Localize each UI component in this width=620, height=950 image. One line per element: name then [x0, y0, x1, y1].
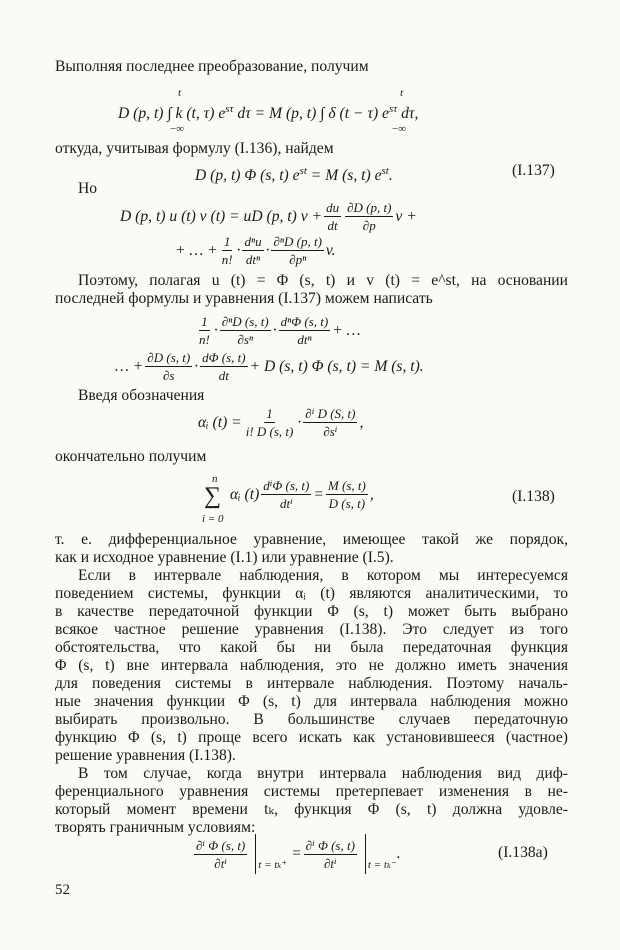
para7-line-9: функцию Φ (s, t) проще всего искать как установившееся (частное) — [55, 729, 568, 746]
eq137-mid: = M (s, t) e — [306, 167, 382, 185]
eq4-end: , — [359, 413, 364, 431]
eq1-end: dτ, — [397, 105, 419, 123]
eq138-body: αᵢ (t) — [230, 485, 260, 503]
frac-num: ∂D (p, t) — [347, 200, 392, 215]
para7-line-6: для поведения системы в интервале наблюдения. Поэтому началь- — [55, 675, 568, 692]
label-137: (I.137) — [512, 162, 555, 179]
eq1-rhs-sup: sτ — [388, 103, 398, 115]
frac-dnu-dtn — [242, 234, 263, 267]
frac-du-dt — [324, 200, 341, 233]
eq1-mid: dτ = M (p, t) ∫ δ (t − τ) e — [233, 105, 389, 123]
frac-den: n! — [221, 252, 233, 267]
frac-den: ∂pⁿ — [289, 252, 307, 267]
frac-num: dΦ (s, t) — [202, 350, 246, 365]
para7-line-3: всякое частное решение уравнения (I.138). Это следует из того — [55, 621, 568, 638]
equation-transform — [118, 100, 418, 123]
eq2-line1a: D (p, t) u (t) v (t) = uD (p, t) v + — [120, 207, 323, 225]
frac-diD-dsi — [303, 406, 357, 439]
equation-alpha-def: αᵢ (t) = $\frac{1}{i! D (s, t)}$ · $\frac{\text{∂ⁱ D (S, t)}}{\text{∂sⁱ}}$ , — [198, 406, 364, 439]
eq1-lhs-sup: sτ — [225, 103, 234, 115]
para6-line-0: т. е. дифференциальное уравнение, имеющее такой же порядок, — [55, 531, 568, 548]
para7-line-4: обстоятельства, что какой бы ни была передаточная функция — [55, 639, 568, 656]
para7-line-1: поведением системы, функции αᵢ (t) являются аналитическими, то — [55, 585, 568, 602]
frac-den: ∂s — [163, 368, 175, 383]
eq137-lhs: D (p, t) Φ (s, t) e — [195, 167, 300, 185]
eval-bar-left — [255, 834, 256, 874]
sum-lower: i = 0 — [202, 513, 224, 525]
eq1-lim-top-2: t — [400, 87, 404, 99]
equation-138 — [230, 478, 374, 511]
frac-dD-ds — [145, 350, 192, 383]
frac-dnPhi-dtn — [279, 314, 331, 347]
eq137-end: . — [388, 167, 393, 185]
para7-line-0: Если в интервале наблюдения, в котором мы интересуемся — [78, 567, 568, 584]
para7-line-7: ные значения функции Φ (s, t) для интервала наблюдения можно — [55, 693, 568, 710]
frac-den: ∂sⁱ — [323, 424, 338, 439]
eq138a-equals: = — [291, 845, 302, 862]
frac-den: ∂sⁿ — [237, 332, 254, 347]
paragraph-therefore-l1: Поэтому, полагая u (t) = Φ (s, t) и v (t) = e^st, на основании — [78, 272, 568, 289]
para7-line-8: выбирать произвольно. В большинстве случаев передаточную — [55, 711, 568, 728]
equation-leibniz-line2: + … + $\frac{1}{n!}$ · dⁿu dtⁿ · $\frac{\text{∂ⁿD (p, t)}}{\text{∂pⁿ}}$ v. — [175, 234, 336, 267]
frac-den: n! — [199, 332, 210, 347]
frac-den: ∂tⁱ — [214, 855, 227, 871]
eq2-line2b: v. — [325, 241, 336, 259]
frac-den: D (s, t) — [328, 496, 366, 511]
equation-138a — [192, 834, 401, 874]
eq1-lim-bot-2: −∞ — [392, 123, 407, 135]
frac-dD-dp — [345, 200, 393, 233]
eq2-line1b: v + — [395, 207, 417, 225]
eq2-line2a: + … + — [175, 241, 218, 259]
frac-num: ∂ⁿD (p, t) — [273, 234, 322, 249]
label-138: (I.138) — [512, 488, 555, 505]
eq138-equals: = — [313, 485, 324, 503]
frac-M-D — [326, 478, 368, 511]
para7-line-5: Φ (s, t) вне интервала наблюдения, это не должно иметь значения — [55, 657, 568, 674]
label-138a: (I.138a) — [498, 844, 548, 861]
sum-sign: ∑ — [204, 483, 222, 509]
frac-diPhi-dti-right — [304, 838, 357, 871]
frac-1-ifactD — [244, 406, 296, 439]
eval-sub-left: t = tₖ⁺ — [258, 859, 288, 871]
frac-diPhi-dti — [261, 478, 311, 511]
frac-num: 1 — [266, 406, 273, 421]
eq4-lhs: αᵢ (t) = — [198, 413, 242, 431]
eq3-head2: … + — [115, 357, 144, 375]
eq138a-end: . — [396, 845, 401, 862]
paragraph-intro: Выполняя последнее преобразование, получим — [55, 58, 369, 75]
frac-num: ∂ⁿD (s, t) — [221, 314, 269, 329]
frac-num: ∂ⁱ Φ (s, t) — [196, 837, 246, 853]
frac-num: dⁿΦ (s, t) — [280, 314, 329, 329]
frac-num: du — [326, 200, 340, 215]
frac-den: dt — [327, 218, 338, 233]
frac-den: dtⁿ — [245, 252, 261, 267]
eq137-sup2: st — [381, 165, 389, 177]
paragraph-finally: окончательно получим — [55, 448, 207, 465]
eq1-lim-bot-1: −∞ — [170, 123, 185, 135]
frac-diPhi-dti-left — [194, 838, 247, 871]
frac-den: ∂p — [362, 218, 376, 233]
equation-leibniz-line1 — [120, 200, 417, 233]
eq1-lhs: D (p, t) ∫ k (t, τ) e — [118, 105, 226, 123]
frac-num: 1 — [201, 314, 208, 329]
eval-bar-right — [365, 834, 366, 874]
para8-line-0: В том случае, когда внутри интервала наблюдения вид диф- — [78, 765, 568, 782]
frac-1-nfact-b — [197, 314, 212, 347]
frac-dnD-dpn — [271, 234, 323, 267]
frac-den: dtⁱ — [279, 496, 293, 511]
eq138-end: , — [369, 485, 374, 503]
frac-den: dt — [218, 368, 229, 383]
frac-num: M (s, t) — [327, 478, 366, 493]
frac-dPhi-dt — [200, 350, 247, 383]
para8-line-1: ференциального уравнения системы претерпевает изменения в не- — [55, 783, 568, 800]
eq1-lim-top-1: t — [178, 87, 182, 99]
frac-num: ∂ⁱ D (S, t) — [305, 406, 356, 421]
para7-line-10: решение уравнения (I.138). — [55, 747, 236, 764]
para6-line-1: как и исходное уравнение (I.1) или уравнение (I.5). — [55, 549, 394, 566]
equation-137 — [195, 162, 393, 185]
eq3-tail1: + … — [332, 321, 361, 339]
frac-den: i! D (s, t) — [245, 424, 294, 439]
paragraph-notation: Введя обозначения — [78, 387, 205, 404]
frac-den: dtⁿ — [297, 332, 312, 347]
eq3-tail2: + D (s, t) Φ (s, t) = M (s, t). — [249, 357, 424, 375]
paragraph-otkuda: откуда, учитывая формулу (I.136), найдем — [55, 140, 334, 157]
frac-1-nfact — [220, 234, 235, 267]
eq137-sup1: st — [299, 165, 307, 177]
para8-line-3: творять граничным условиям: — [55, 819, 256, 836]
frac-num: ∂ⁱ Φ (s, t) — [305, 837, 355, 853]
para8-line-2: который момент времени tₖ, функция Φ (s, t) должна удовле- — [55, 801, 568, 818]
frac-num: 1 — [223, 234, 231, 249]
frac-num: dⁱΦ (s, t) — [263, 478, 310, 493]
eval-sub-right: t = tₖ⁻ — [367, 859, 397, 871]
paragraph-therefore-l2: последней формулы и уравнения (I.137) можем написать — [55, 290, 433, 307]
frac-num: dⁿu — [244, 234, 262, 249]
para7-line-2: в качестве передаточной функции Φ (s, t) может быть выбрано — [55, 603, 568, 620]
frac-dnD-dsn — [220, 314, 271, 347]
word-no: Но — [78, 180, 98, 197]
equation-expanded-line2: … + $\frac{\partial D (s, t)}{\partial s}$ · $\frac{d\Phi (s, t)}{dt}$ + D (s, t) Φ (s, t) = M (s, t). — [115, 350, 424, 383]
page-number: 52 — [55, 882, 70, 898]
frac-num: ∂D (s, t) — [147, 350, 191, 365]
sum-upper: n — [212, 473, 218, 485]
equation-expanded-line1: $\frac{1}{n!}$ · $\frac{\text{∂ⁿD (s, t)}}{\text{∂sⁿ}}$ · dⁿΦ (s, t) dtⁿ + … — [199, 314, 361, 347]
frac-den: ∂tⁱ — [323, 855, 337, 871]
